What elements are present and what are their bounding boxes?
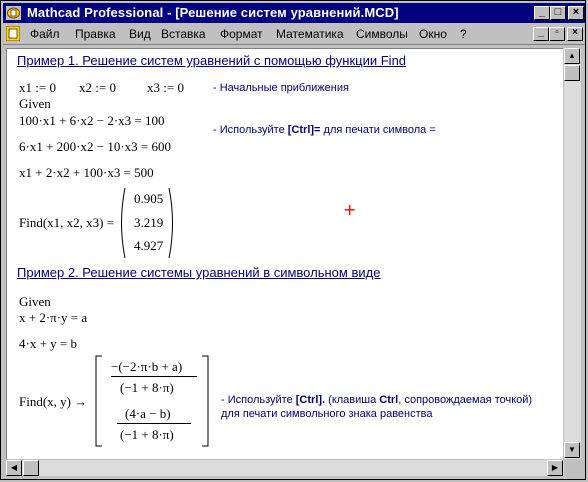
note-initial-guesses: - Начальные приближения: [213, 82, 349, 94]
result-paren-left: [117, 187, 127, 259]
maximize-icon: □: [554, 6, 562, 18]
result1-fraction-bar: [111, 376, 197, 377]
menu-window[interactable]: Окно: [419, 27, 447, 41]
note-symbolic-line2: для печати символьного знака равенства: [221, 408, 433, 420]
matrix-bracket-left: [95, 355, 103, 447]
note-ctrl-text: - Используйте: [213, 124, 288, 136]
equation-5[interactable]: 4·x + y = b: [19, 336, 77, 351]
horizontal-scroll-thumb[interactable]: [23, 460, 39, 476]
given-keyword-1[interactable]: Given: [19, 96, 51, 111]
result-paren-right: [167, 187, 177, 259]
menu-insert[interactable]: Вставка: [161, 27, 206, 41]
arrow-left-icon: ◀: [10, 463, 18, 472]
horizontal-scrollbar[interactable]: [6, 460, 564, 476]
init-x1[interactable]: x1 := 0: [19, 80, 56, 95]
menu-bar: [3, 24, 585, 45]
document-icon[interactable]: [6, 26, 20, 41]
doc-restore-button[interactable]: [549, 27, 565, 41]
result-x1: 0.905: [134, 191, 164, 206]
minimize-icon: _: [538, 6, 546, 18]
title-bar[interactable]: [3, 3, 585, 23]
close-button[interactable]: [568, 6, 584, 20]
find-expression-1[interactable]: Find(x1, x2, x3) =: [19, 215, 115, 230]
result1-denominator: (−1 + 8·π): [120, 380, 174, 395]
doc-close-button[interactable]: [567, 27, 583, 41]
given-keyword-2[interactable]: Given: [19, 294, 51, 309]
minimize-button[interactable]: [534, 6, 550, 20]
note-ctrl-equals: [213, 124, 436, 136]
scroll-left-button[interactable]: [6, 460, 22, 476]
scrollbar-corner: [564, 460, 581, 476]
note-symbolic-text1: - Используйте: [221, 394, 296, 406]
worksheet[interactable]: [6, 48, 563, 459]
example1-heading: Пример 1. Решение систем уравнений с помощью функции Find: [17, 53, 407, 68]
vertical-scroll-thumb[interactable]: [564, 65, 580, 81]
scroll-up-button[interactable]: [564, 48, 580, 64]
doc-restore-icon: ▫: [555, 27, 559, 38]
doc-close-icon: ×: [572, 27, 578, 38]
note-symbolic-text2: (клавиша: [325, 394, 380, 406]
doc-minimize-button[interactable]: [533, 27, 549, 41]
result2-denominator: (−1 + 8·π): [120, 427, 174, 442]
equation-3[interactable]: x1 + 2·x2 + 100·x3 = 500: [19, 165, 154, 180]
result-x3: 4.927: [134, 238, 164, 253]
vertical-scrollbar[interactable]: [564, 48, 581, 459]
note-ctrl-key: [Ctrl]=: [287, 124, 321, 136]
result1-numerator: −(−2·π·b + a): [111, 359, 183, 374]
menu-view[interactable]: Вид: [129, 27, 151, 41]
equation-2[interactable]: 6·x1 + 200·x2 − 10·x3 = 600: [19, 139, 171, 154]
window-title: Mathcad Professional - [Решение систем уравнений.MCD]: [27, 5, 399, 20]
menu-help[interactable]: ?: [460, 27, 467, 41]
menu-file[interactable]: Файл: [30, 27, 60, 41]
scroll-right-button[interactable]: [547, 460, 563, 476]
close-icon: ×: [572, 6, 580, 18]
doc-minimize-icon: _: [538, 27, 544, 38]
init-x3[interactable]: x3 := 0: [147, 80, 184, 95]
arrow-right-icon: ▶: [551, 463, 559, 472]
equation-1[interactable]: 100·x1 + 6·x2 − 2·x3 = 100: [19, 113, 165, 128]
result2-numerator: (4·a − b): [125, 406, 171, 421]
note-symbolic-text3: , сопровождаемая точкой): [398, 394, 533, 406]
result-x2: 3.219: [134, 215, 164, 230]
result2-fraction-bar: [117, 423, 191, 424]
note-symbolic-key2: Ctrl: [379, 394, 399, 406]
scroll-down-button[interactable]: [564, 442, 580, 458]
arrow-up-icon: ▲: [568, 51, 576, 60]
mathcad-app-icon[interactable]: [6, 6, 21, 20]
example2-heading: Пример 2. Решение системы уравнений в символьном виде: [17, 265, 381, 280]
find-expression-2[interactable]: Find(x, y) →: [19, 394, 88, 409]
matrix-bracket-right: [201, 355, 209, 447]
crosshair-cursor: +: [343, 200, 357, 219]
note-symbolic-line1: [221, 394, 532, 406]
maximize-button[interactable]: [550, 6, 566, 20]
init-x2[interactable]: x2 := 0: [79, 80, 116, 95]
equation-4[interactable]: x + 2·π·y = a: [19, 310, 88, 325]
arrow-down-icon: ▼: [568, 445, 576, 454]
menu-format[interactable]: Формат: [220, 27, 263, 41]
menu-math[interactable]: Математика: [276, 27, 344, 41]
menu-edit[interactable]: Правка: [75, 27, 116, 41]
note-symbolic-key1: [Ctrl].: [295, 394, 326, 406]
note-ctrl-rest: для печати символа =: [320, 124, 436, 136]
menu-symbolics[interactable]: Символы: [356, 27, 408, 41]
